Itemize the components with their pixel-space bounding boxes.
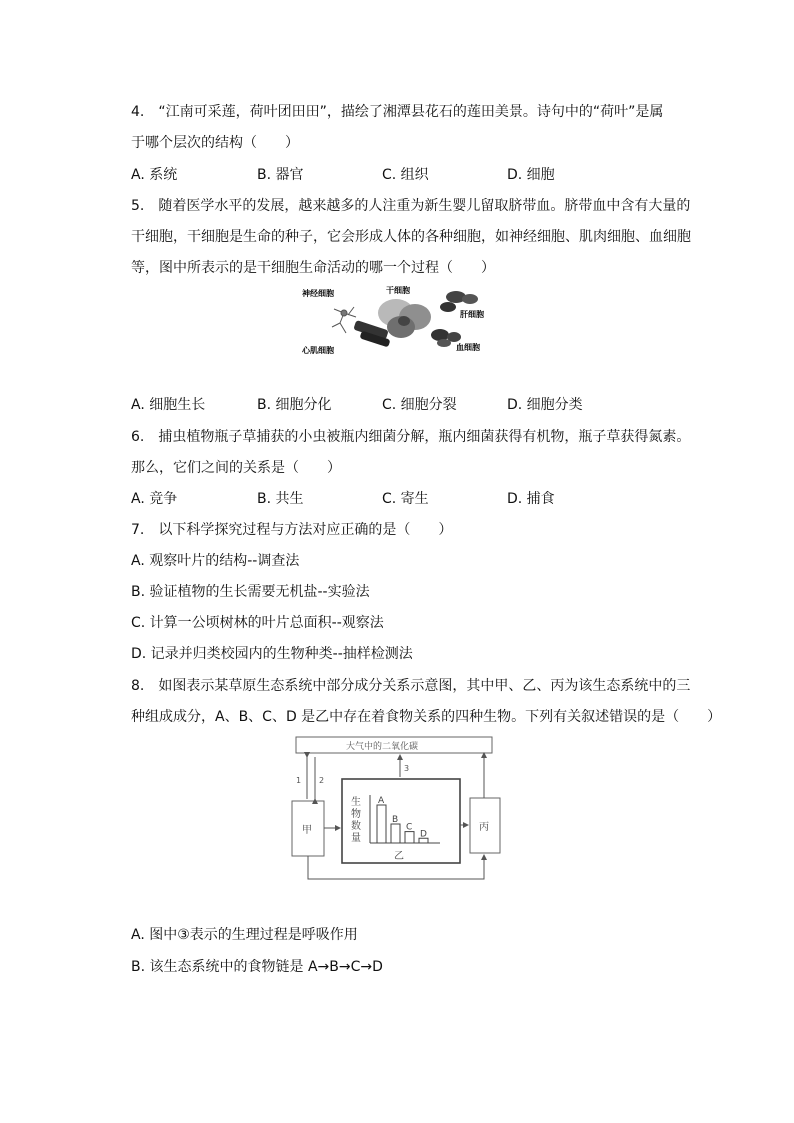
neuron-shape <box>332 307 356 333</box>
liver-cell-shape <box>440 291 478 312</box>
q7-option-d: D. 记录并归类校园内的生物种类--抽样检测法 <box>131 646 413 662</box>
bar-c <box>405 832 414 843</box>
ylabel-char-3: 数 <box>351 821 361 832</box>
heart-cell-label: 心肌细胞 <box>302 346 334 355</box>
q7-option-c: C. 计算一公顷树林的叶片总面积--观察法 <box>131 615 384 631</box>
heart-cell-shape <box>353 320 390 347</box>
ylabel-char-4: 量 <box>351 833 361 844</box>
yi-chart-ylabel <box>351 795 361 844</box>
ylabel-char-2: 物 <box>351 809 361 820</box>
q6-option-c: C. 寄生 <box>382 491 429 507</box>
q4-option-b: B. 器官 <box>257 167 304 183</box>
q8-option-a: A. 图中③表示的生理过程是呼吸作用 <box>131 927 358 943</box>
q5-option-b: B. 细胞分化 <box>257 397 332 413</box>
bar-label-a: A <box>378 796 385 806</box>
jia-label: 甲 <box>302 825 312 836</box>
q6-option-d: D. 捕食 <box>507 491 555 507</box>
q8-stem-line1: 8. 如图表示某草原生态系统中部分成分关系示意图，其中甲、乙、丙为该生态系统中的三 <box>131 678 691 694</box>
bar-b <box>391 824 400 843</box>
blood-cell-label: 血细胞 <box>456 343 480 352</box>
q5-option-a: A. 细胞生长 <box>131 397 206 413</box>
bar-a <box>377 805 386 843</box>
q5-stem-line2: 干细胞，干细胞是生命的种子，它会形成人体的各种细胞，如神经细胞、肌肉细胞、血细胞 <box>131 229 691 245</box>
q4-stem-line1: 4. “江南可采莲，荷叶团田田”，描绘了湘潭县花石的莲田美景。诗句中的“荷叶”是属 <box>131 104 664 120</box>
bar-label-b: B <box>392 815 399 825</box>
liver-cell-label: 肝细胞 <box>460 310 484 319</box>
q4-option-c: C. 组织 <box>382 167 429 183</box>
q6-stem-line1: 6. 捕虫植物瓶子草捕获的小虫被瓶内细菌分解，瓶内细菌获得有机物，瓶子草获得氮素。 <box>131 429 691 445</box>
ecosystem-diagram <box>288 733 502 885</box>
q4-option-d: D. 细胞 <box>507 167 555 183</box>
q4-stem-line2: 于哪个层次的结构（ ） <box>131 135 299 151</box>
q5-stem-line1: 5. 随着医学水平的发展，越来越多的人注重为新生婴儿留取脐带血。脐带血中含有大量的 <box>131 198 691 214</box>
q5-stem-line3: 等，图中所表示的是干细胞生命活动的哪一个过程（ ） <box>131 260 495 276</box>
q6-options <box>131 489 731 509</box>
arrow-3-label: 3 <box>404 764 410 773</box>
arrow-2-label: 2 <box>319 776 325 785</box>
q4-options <box>131 165 731 185</box>
bing-label: 丙 <box>479 822 489 833</box>
q8-stem-line2: 种组成成分，A、B、C、D 是乙中存在着食物关系的四种生物。下列有关叙述错误的是（ ） <box>131 709 722 725</box>
arrow-1-label: 1 <box>296 776 302 785</box>
q7-stem: 7. 以下科学探究过程与方法对应正确的是（ ） <box>131 522 453 538</box>
q4-option-a: A. 系统 <box>131 167 178 183</box>
q8-option-b: B. 该生态系统中的食物链是 A→B→C→D <box>131 959 383 975</box>
stem-cell-figure <box>298 283 498 358</box>
yi-label: 乙 <box>394 851 404 862</box>
ylabel-char-1: 生 <box>351 797 361 808</box>
q5-options <box>131 395 731 415</box>
q7-option-b: B. 验证植物的生长需要无机盐--实验法 <box>131 584 370 600</box>
q5-option-d: D. 细胞分类 <box>507 397 583 413</box>
q7-option-a: A. 观察叶片的结构--调查法 <box>131 553 300 569</box>
bar-label-d: D <box>420 829 427 840</box>
q6-option-b: B. 共生 <box>257 491 304 507</box>
bar-label-c: C <box>406 822 413 833</box>
atmosphere-label: 大气中的二氧化碳 <box>346 742 419 752</box>
q6-stem-line2: 那么，它们之间的关系是（ ） <box>131 460 341 476</box>
stem-cell-label: 干细胞 <box>386 286 410 295</box>
q6-option-a: A. 竞争 <box>131 491 178 507</box>
q5-option-c: C. 细胞分裂 <box>382 397 457 413</box>
neuron-label: 神经细胞 <box>302 289 334 298</box>
